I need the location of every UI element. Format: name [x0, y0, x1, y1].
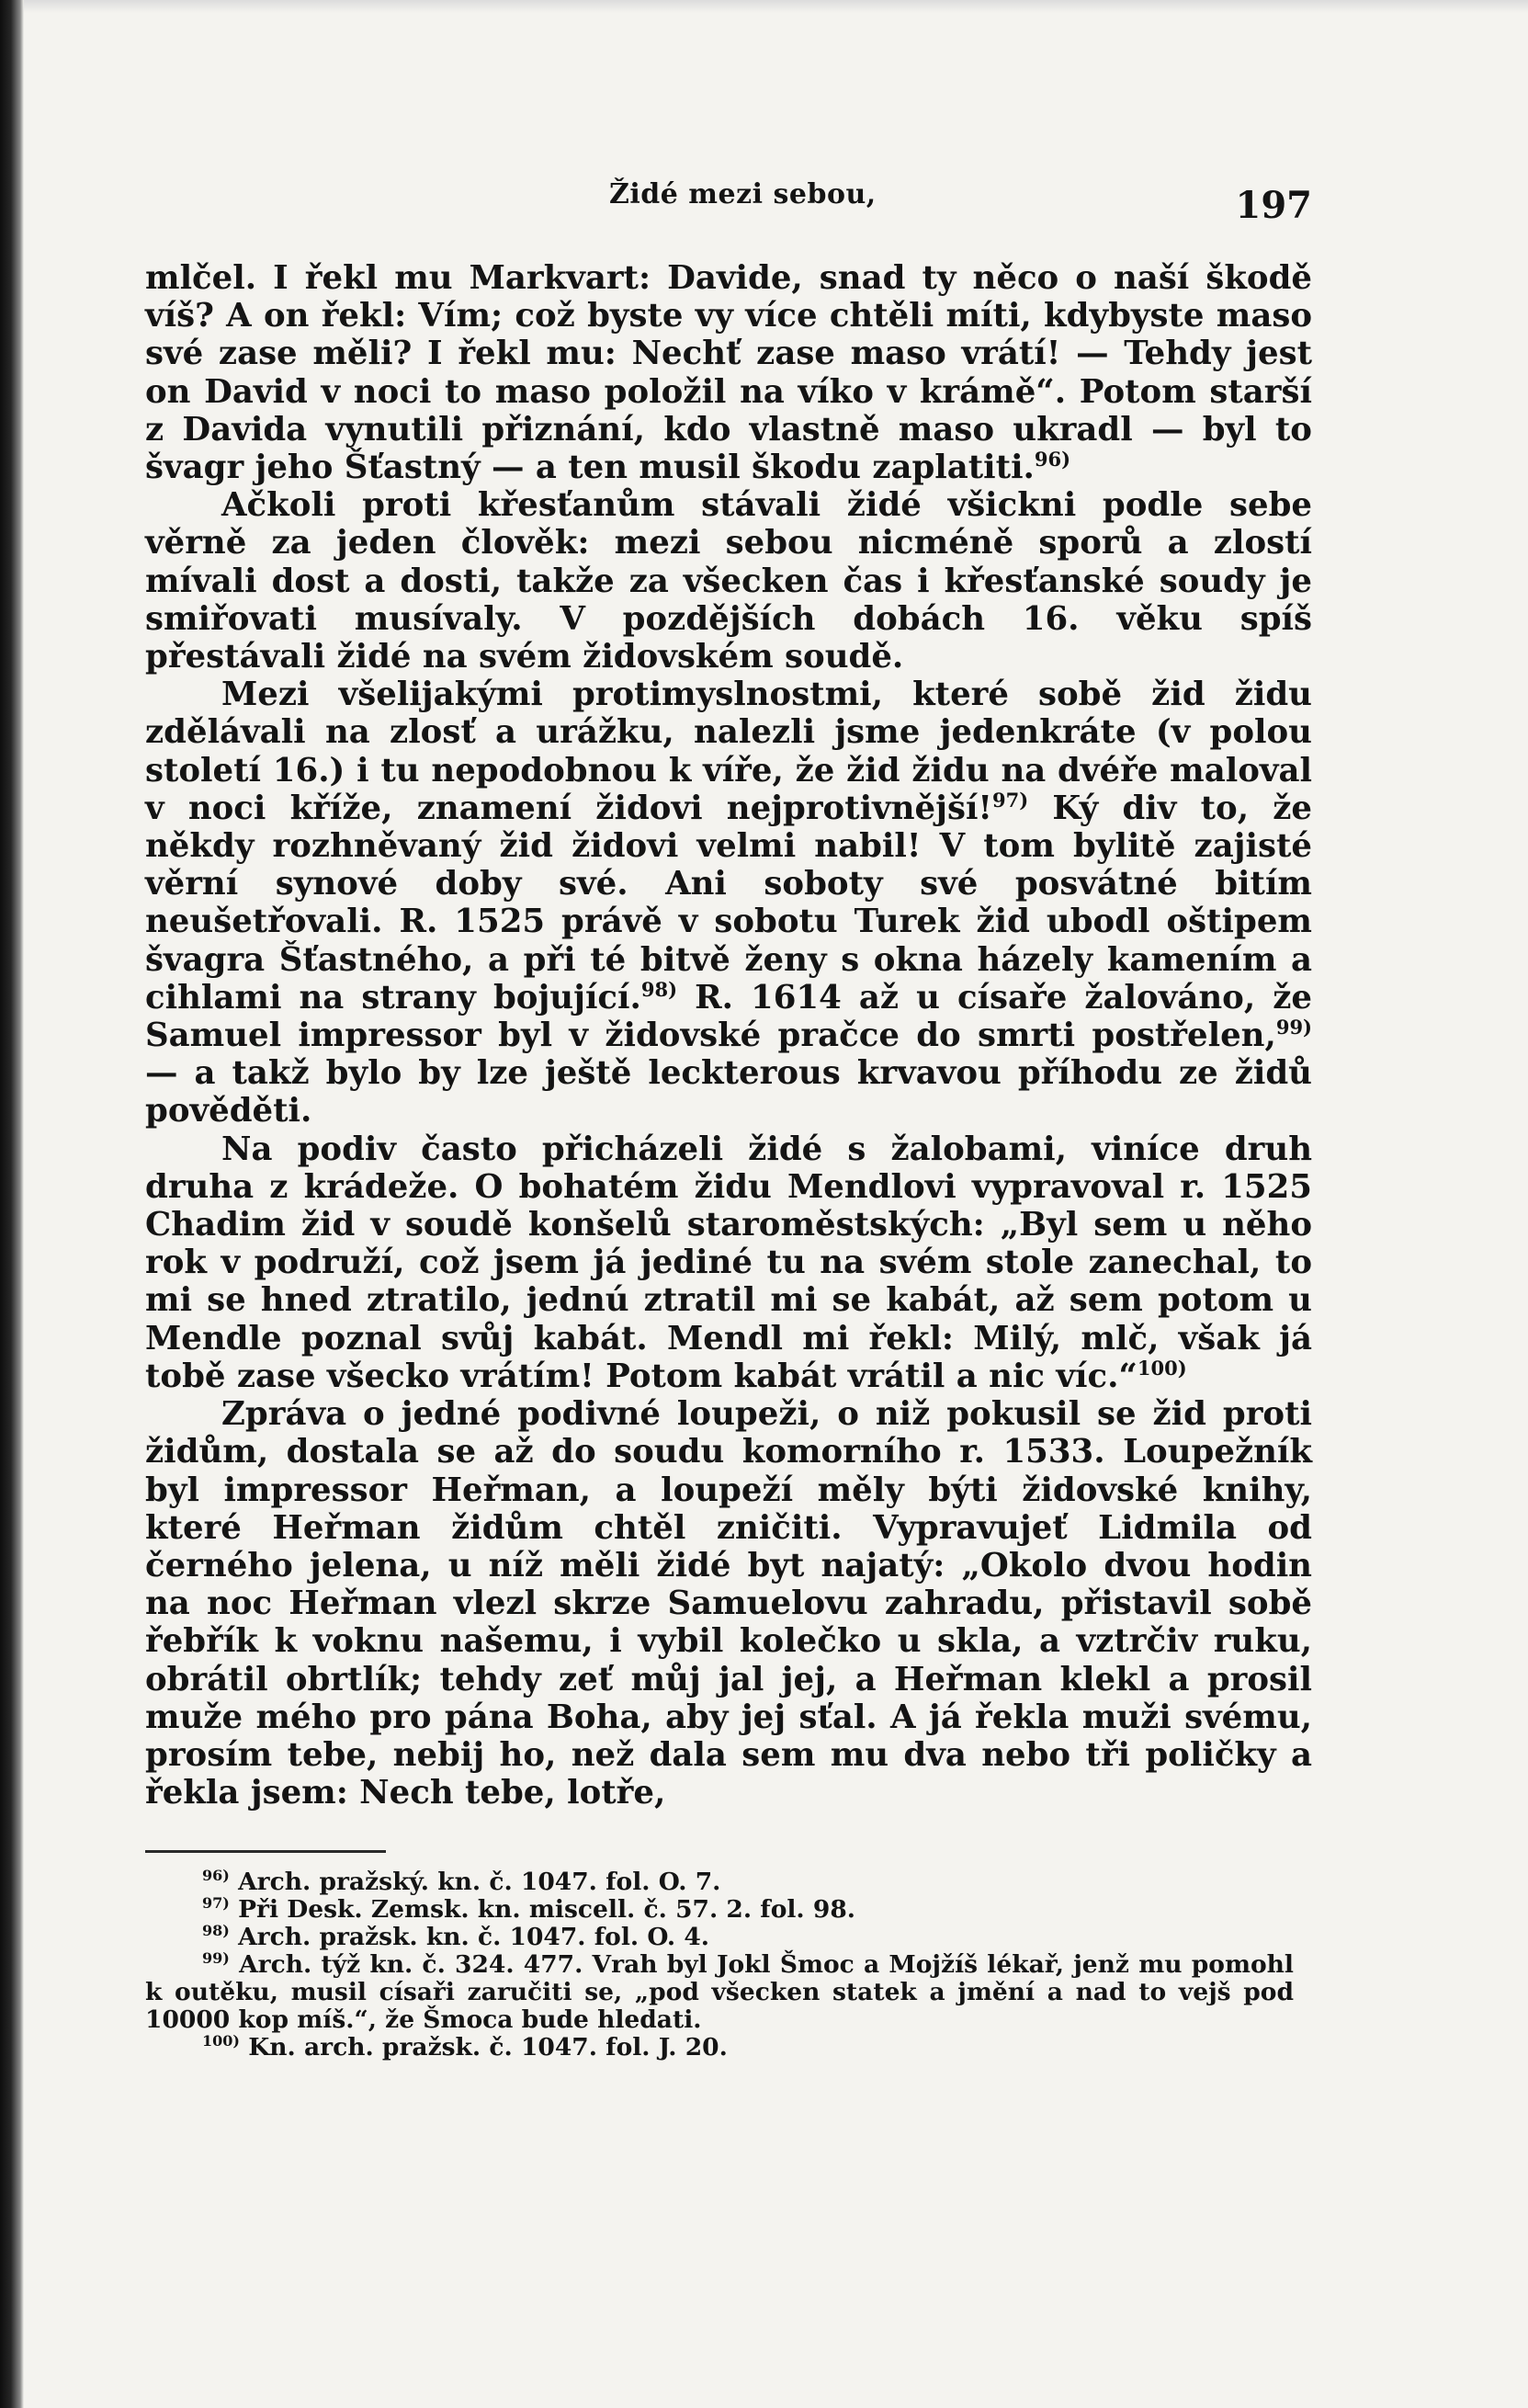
footnote-mark: 98) — [202, 1922, 230, 1940]
paragraph-text: mlčel. I řekl mu Markvart: Davide, snad ty něco o naší škodě víš? A on řekl: Vím; což byste vy více chtěli míti, kdybyste maso své zase měli? I řekl mu: Nechť zase maso vrátí! — Tehdy jest on David v noci to maso položil na víko v krámě“. Potom starší z Davida vynutili přiznání, kdo vlastně maso ukradl — byl to švagr jeho Šťastný — a ten musil škodu zaplatiti. — [145, 259, 1312, 487]
scan-top-edge — [0, 0, 1528, 13]
paragraph-4 — [145, 1130, 1312, 1395]
footnote-item — [145, 1896, 1294, 1924]
footnote-mark: 97) — [202, 1894, 230, 1913]
footnote-divider — [145, 1850, 386, 1853]
footnote-text: Kn. arch. pražsk. č. 1047. fol. J. 20. — [239, 2033, 728, 2062]
footnote-text: Arch. pražský. kn. č. 1047. fol. O. 7. — [229, 1868, 721, 1896]
footnotes — [145, 1868, 1294, 2062]
paragraph-text: Ačkoli proti křesťanům stávali židé všickni podle sebe věrně za jeden člověk: mezi sebou nicméně sporů a zlostí mívali dost a dosti, takže za všecken čas i křesťanské soudy je smiřovati musívaly. V pozdějších dobách 16. věku spíš přestávali židé na svém židovském soudě. — [145, 486, 1312, 676]
footnote-item — [145, 1924, 1294, 1951]
footnote-ref: 96) — [1034, 448, 1071, 471]
paragraph-text: Na podiv často přicházeli židé s žalobami, viníce druh druha z krádeže. O bohatém židu Mendlovi vypravoval r. 1525 Chadim žid v soudě konšelů staroměstských: „Byl sem u něho rok v podruží, což jsem já jediné tu na svém stole zanechal, to mi se hned ztratilo, jednú ztratil mi se kabát, až sem potom u Mendle poznal svůj kabát. Mendl mi řekl: Milý, mlč, však já tobě zase všecko vrátím! Potom kabát vrátil a nic víc.“ — [145, 1130, 1312, 1395]
paragraph-text: Mezi všelijakými protimyslnostmi, které sobě žid židu zdělávali na zlosť a urážku, nalezli jsme jedenkráte (v polou století 16.) i tu nepodobnou k víře, že žid židu na dvéře maloval v noci kříže, znamení židovi nejprotivnější! — [145, 676, 1312, 827]
paragraph-text: Ký div to, že někdy rozhněvaný žid židovi velmi nabil! V tom bylitě zajisté věrní synové doby své. Ani soboty své posvátné bitím neušetřovali. R. 1525 právě v sobotu Turek žid ubodl oštipem švagra Šťastného, a při té bitvě ženy s okna házely kamením a cihlami na strany bojující. — [145, 789, 1312, 1017]
body-text — [145, 259, 1312, 1812]
footnote-ref: 98) — [640, 978, 678, 1002]
paragraph-5 — [145, 1395, 1312, 1812]
footnote-ref: 97) — [992, 789, 1029, 812]
footnote-mark: 96) — [202, 1867, 230, 1885]
page-number: 197 — [1235, 184, 1312, 227]
footnote-item — [145, 1868, 1294, 1896]
footnote-ref: 99) — [1275, 1016, 1312, 1039]
paragraph-1 — [145, 259, 1312, 486]
paragraph-text: Zpráva o jedné podivné loupeži, o niž pokusil se žid proti židům, dostala se až do soudu komorního r. 1533. Loupežník byl impressor Heřman, a loupeží měly býti židovské knihy, které Heřman židům chtěl zničiti. Vypravujeť Lidmila od černého jelena, u níž měli židé byt najatý: „Okolo dvou hodin na noc Heřman vlezl skrze Samuelovu zahradu, přistavil sobě řebřík k voknu našemu, i vybil kolečko u skla, a vztrčiv ruku, obrátil obrtlík; tehdy zeť můj jal jej, a Heřman klekl a prosil muže mého pro pána Boha, aby jej sťal. A já řekla muži svému, prosím tebe, nebij ho, než dala sem mu dva nebo tři poličky a řekla jsem: Nech tebe, lotře, — [145, 1395, 1312, 1812]
footnote-ref: 100) — [1137, 1357, 1187, 1380]
paragraph-3 — [145, 676, 1312, 1130]
book-page — [145, 156, 1312, 2270]
page-header — [145, 167, 1312, 227]
running-title: Židé mezi sebou, — [609, 178, 877, 210]
footnote-item — [145, 2034, 1294, 2062]
paragraph-text: R. 1614 až u císaře žalováno, že Samuel impressor byl v židovské pračce do smrti postřelen, — [145, 978, 1312, 1055]
paragraph-text: — a takž bylo by lze ještě leckterous krvavou příhodu ze židů pověděti. — [145, 1054, 1312, 1130]
footnote-item — [145, 1951, 1294, 2034]
footnote-text: Arch. týž kn. č. 324. 477. Vrah byl Jokl Šmoc a Mojžíš lékař, jenž mu pomohl k outěku, musil císaři zaručiti se, „pod všecken statek a jmění a nad to vejš pod 10000 kop míš.“, že Šmoca bude hledati. — [145, 1950, 1294, 2034]
scan-binding-shadow — [0, 0, 24, 2408]
footnote-text: Při Desk. Zemsk. kn. miscell. č. 57. 2. fol. 98. — [229, 1895, 855, 1924]
footnote-mark: 100) — [202, 2032, 240, 2050]
paragraph-2 — [145, 486, 1312, 676]
footnote-mark: 99) — [202, 1949, 230, 1968]
footnote-text: Arch. pražsk. kn. č. 1047. fol. O. 4. — [229, 1923, 710, 1951]
